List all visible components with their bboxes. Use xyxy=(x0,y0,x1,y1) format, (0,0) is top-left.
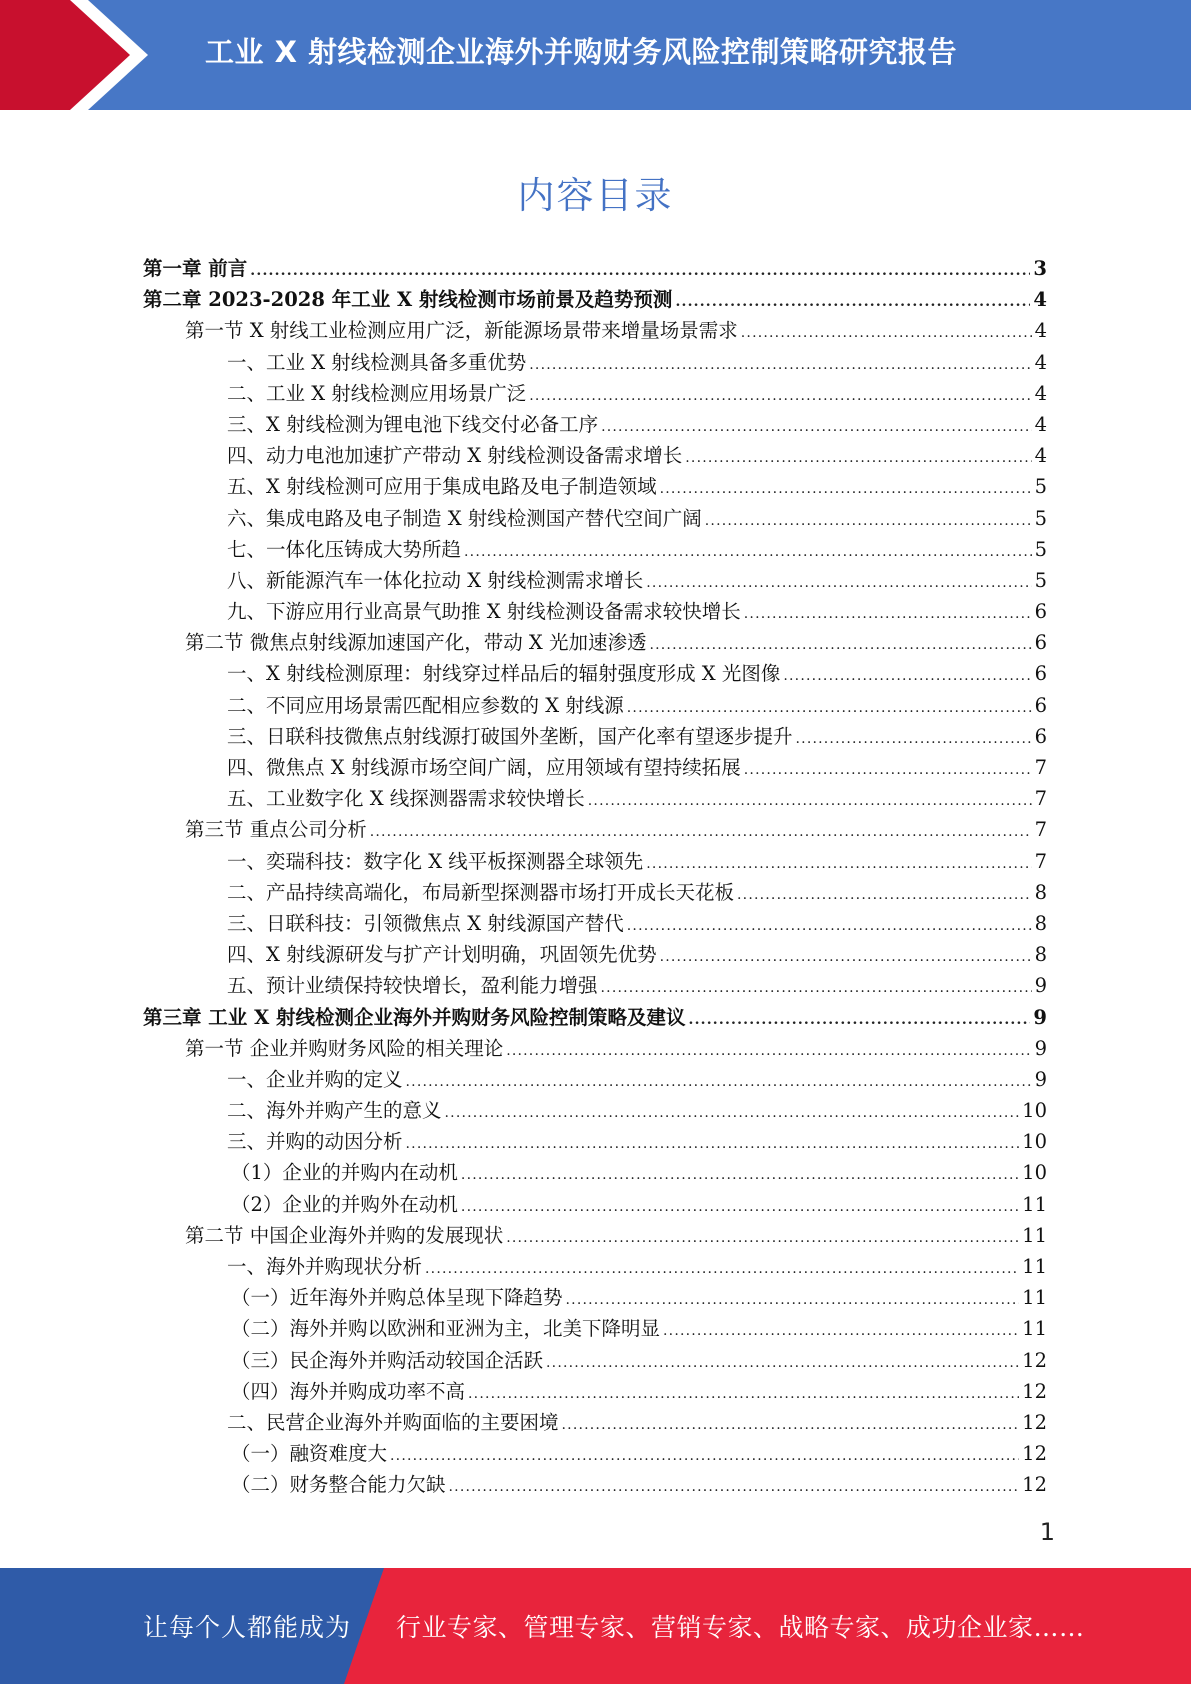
toc-entry[interactable] xyxy=(143,939,1047,970)
page-number: 1 xyxy=(1039,1518,1055,1546)
toc-entry[interactable] xyxy=(143,1407,1047,1438)
toc-leader-dots xyxy=(506,1036,1031,1067)
toc-entry-page: 6 xyxy=(1034,693,1047,717)
toc-entry-text: （1）企业的并购内在动机 xyxy=(231,1161,458,1185)
toc-entry-page: 4 xyxy=(1034,350,1047,374)
toc-leader-dots xyxy=(685,443,1031,474)
toc-entry-page: 11 xyxy=(1022,1255,1047,1278)
toc-leader-dots xyxy=(461,1160,1019,1191)
toc-entry[interactable] xyxy=(143,1002,1047,1033)
toc-entry-page: 4 xyxy=(1033,288,1047,312)
toc-entry[interactable] xyxy=(143,1438,1047,1469)
toc-entry-page: 11 xyxy=(1022,1223,1047,1247)
toc-entry[interactable] xyxy=(143,471,1047,502)
toc-leader-dots xyxy=(646,849,1031,880)
toc-entry[interactable] xyxy=(143,846,1047,877)
toc-entry[interactable] xyxy=(143,284,1047,315)
toc-entry[interactable] xyxy=(143,315,1047,346)
toc-entry-text: 二、不同应用场景需匹配相应参数的 X 射线源 xyxy=(227,693,624,717)
toc-entry-text: 第三章 工业 X 射线检测企业海外并购财务风险控制策略及建议 xyxy=(143,1005,686,1029)
toc-entry[interactable] xyxy=(143,908,1047,939)
toc-entry[interactable] xyxy=(143,1033,1047,1064)
toc-entry-page: 10 xyxy=(1022,1161,1047,1185)
toc-leader-dots xyxy=(663,1316,1019,1347)
toc-leader-dots xyxy=(529,350,1031,381)
toc-entry-page: 8 xyxy=(1034,943,1047,967)
toc-leader-dots xyxy=(370,817,1032,848)
toc-leader-dots xyxy=(566,1285,1020,1316)
toc-entry-text: 第三节 重点公司分析 xyxy=(185,818,367,842)
toc-entry-page: 9 xyxy=(1034,1036,1047,1060)
toc-entry-page: 11 xyxy=(1022,1317,1047,1341)
toc-entry[interactable] xyxy=(143,1095,1047,1126)
toc-entry-text: （二）财务整合能力欠缺 xyxy=(231,1473,446,1497)
toc-entry[interactable] xyxy=(143,970,1047,1001)
toc-leader-dots xyxy=(406,1067,1032,1098)
toc-entry-text: 九、下游应用行业高景气助推 X 射线检测设备需求较快增长 xyxy=(227,600,741,624)
toc-entry-page: 12 xyxy=(1022,1473,1047,1497)
toc-leader-dots xyxy=(588,786,1032,817)
toc-entry-text: 一、奕瑞科技：数字化 X 线平板探测器全球领先 xyxy=(227,849,644,873)
toc-entry[interactable] xyxy=(143,877,1047,908)
toc-entry[interactable] xyxy=(143,690,1047,721)
toc-entry-page: 6 xyxy=(1034,631,1047,655)
toc-entry-text: 六、集成电路及电子制造 X 射线检测国产替代空间广阔 xyxy=(227,506,702,530)
toc-leader-dots xyxy=(546,1348,1019,1379)
toc-leader-dots xyxy=(425,1254,1019,1285)
toc-entry-text: 一、工业 X 射线检测具备多重优势 xyxy=(227,350,527,374)
toc-entry[interactable] xyxy=(143,1157,1047,1188)
toc-entry[interactable] xyxy=(143,752,1047,783)
toc-entry-page: 7 xyxy=(1034,787,1047,811)
toc-entry-text: 三、X 射线检测为锂电池下线交付必备工序 xyxy=(227,412,599,436)
toc-entry-page: 7 xyxy=(1034,756,1047,779)
toc-entry-text: 三、日联科技：引领微焦点 X 射线源国产替代 xyxy=(227,911,624,935)
toc-entry-text: 一、企业并购的定义 xyxy=(227,1067,403,1091)
footer-band xyxy=(0,1568,1191,1684)
toc-entry-text: （一）近年海外并购总体呈现下降趋势 xyxy=(231,1286,563,1310)
toc-entry-page: 6 xyxy=(1034,662,1047,686)
toc-entry-page: 12 xyxy=(1022,1410,1047,1434)
toc-entry[interactable] xyxy=(143,1376,1047,1407)
toc-entry-text: 三、日联科技微焦点射线源打破国外垄断，国产化率有望逐步提升 xyxy=(227,724,793,748)
toc-entry-text: 三、并购的动因分析 xyxy=(227,1130,403,1154)
toc-leader-dots xyxy=(449,1472,1020,1503)
toc-leader-dots xyxy=(468,1379,1019,1410)
toc-leader-dots xyxy=(744,599,1032,630)
toc-entry-text: （2）企业的并购外在动机 xyxy=(231,1192,458,1216)
toc-entry-page: 4 xyxy=(1034,319,1047,343)
toc-entry-page: 6 xyxy=(1034,724,1047,748)
toc-entry-page: 5 xyxy=(1034,506,1047,530)
toc-entry[interactable] xyxy=(143,721,1047,752)
toc-entry-text: 五、预计业绩保持较快增长，盈利能力增强 xyxy=(227,974,598,998)
toc-entry-page: 7 xyxy=(1034,849,1047,873)
toc-entry-text: （二）海外并购以欧洲和亚洲为主，北美下降明显 xyxy=(231,1317,661,1341)
toc-leader-dots xyxy=(562,1410,1020,1441)
toc-entry-page: 5 xyxy=(1034,568,1047,592)
toc-heading: 内容目录 xyxy=(517,174,674,217)
table-of-contents xyxy=(143,253,1047,1501)
toc-entry[interactable] xyxy=(143,627,1047,658)
toc-leader-dots xyxy=(506,1223,1019,1254)
header-band xyxy=(0,0,1191,110)
toc-entry-text: 第一节 企业并购财务风险的相关理论 xyxy=(185,1036,504,1060)
toc-entry-page: 5 xyxy=(1034,537,1047,561)
toc-entry-page: 3 xyxy=(1033,257,1047,280)
toc-leader-dots xyxy=(445,1098,1020,1129)
toc-entry[interactable] xyxy=(143,814,1047,845)
toc-entry-page: 4 xyxy=(1034,381,1047,405)
toc-entry-text: 第二章 2023-2028 年工业 X 射线检测市场前景及趋势预测 xyxy=(143,288,673,312)
header-arrow-decoration xyxy=(0,0,160,110)
toc-entry-page: 12 xyxy=(1022,1348,1047,1372)
toc-entry-text: （一）融资难度大 xyxy=(231,1442,388,1466)
toc-entry-text: 四、动力电池加速扩产带动 X 射线检测设备需求增长 xyxy=(227,444,683,468)
toc-entry-page: 12 xyxy=(1022,1379,1047,1403)
toc-entry-page: 10 xyxy=(1022,1130,1047,1154)
toc-entry[interactable] xyxy=(143,1064,1047,1095)
toc-leader-dots xyxy=(689,1005,1031,1036)
toc-entry[interactable] xyxy=(143,1313,1047,1344)
toc-entry-text: 第一章 前言 xyxy=(143,257,248,280)
toc-entry-text: （三）民企海外并购活动较国企活跃 xyxy=(231,1348,544,1372)
toc-entry[interactable] xyxy=(143,534,1047,565)
toc-leader-dots xyxy=(675,287,1030,318)
toc-leader-dots xyxy=(660,474,1032,505)
toc-leader-dots xyxy=(464,537,1032,568)
toc-leader-dots xyxy=(601,412,1031,443)
toc-leader-dots xyxy=(660,942,1032,973)
toc-entry-text: 第二节 中国企业海外并购的发展现状 xyxy=(185,1223,504,1247)
toc-entry-text: 七、一体化压铸成大势所趋 xyxy=(227,537,462,561)
toc-entry-page: 9 xyxy=(1034,974,1047,998)
toc-entry-page: 4 xyxy=(1034,444,1047,468)
toc-entry[interactable] xyxy=(143,1220,1047,1251)
toc-entry-page: 6 xyxy=(1034,600,1047,624)
toc-entry-page: 10 xyxy=(1022,1099,1047,1123)
toc-leader-dots xyxy=(646,568,1031,599)
toc-entry-text: 四、微焦点 X 射线源市场空间广阔，应用领域有望持续拓展 xyxy=(227,756,741,779)
toc-entry[interactable] xyxy=(143,503,1047,534)
toc-entry[interactable] xyxy=(143,1282,1047,1313)
toc-entry-page: 8 xyxy=(1034,911,1047,935)
toc-leader-dots xyxy=(461,1192,1019,1223)
toc-entry-text: 第二节 微焦点射线源加速国产化，带动 X 光加速渗透 xyxy=(185,631,647,655)
toc-leader-dots xyxy=(796,724,1032,755)
toc-entry-text: 四、X 射线源研发与扩产计划明确，巩固领先优势 xyxy=(227,943,657,967)
toc-entry-text: （四）海外并购成功率不高 xyxy=(231,1379,466,1403)
toc-entry[interactable] xyxy=(143,1345,1047,1376)
toc-entry-page: 8 xyxy=(1034,880,1047,904)
toc-entry-page: 11 xyxy=(1022,1286,1047,1310)
toc-entry[interactable] xyxy=(143,658,1047,689)
toc-entry-page: 9 xyxy=(1033,1005,1047,1029)
toc-entry-page: 7 xyxy=(1034,818,1047,842)
toc-entry-text: 第一节 X 射线工业检测应用广泛，新能源场景带来增量场景需求 xyxy=(185,319,738,343)
toc-entry-page: 4 xyxy=(1034,412,1047,436)
toc-leader-dots xyxy=(406,1129,1020,1160)
toc-leader-dots xyxy=(783,661,1031,692)
toc-leader-dots xyxy=(529,381,1031,412)
toc-leader-dots xyxy=(250,256,1030,287)
toc-entry[interactable] xyxy=(143,378,1047,409)
toc-entry[interactable] xyxy=(143,440,1047,471)
toc-entry-page: 9 xyxy=(1034,1067,1047,1091)
toc-entry[interactable] xyxy=(143,409,1047,440)
toc-entry-text: 五、工业数字化 X 线探测器需求较快增长 xyxy=(227,787,585,811)
toc-entry-text: 一、X 射线检测原理：射线穿过样品后的辐射强度形成 X 光图像 xyxy=(227,662,781,686)
toc-entry-text: 二、工业 X 射线检测应用场景广泛 xyxy=(227,381,527,405)
footer-slogan-left: 让每个人都能成为 xyxy=(143,1613,352,1642)
toc-entry[interactable] xyxy=(143,1251,1047,1282)
toc-entry[interactable] xyxy=(143,596,1047,627)
toc-entry[interactable] xyxy=(143,347,1047,378)
toc-entry-text: 二、海外并购产生的意义 xyxy=(227,1099,442,1123)
toc-leader-dots xyxy=(390,1441,1019,1472)
toc-entry-text: 二、产品持续高端化，布局新型探测器市场打开成长天花板 xyxy=(227,880,735,904)
toc-entry-text: 五、X 射线检测可应用于集成电路及电子制造领域 xyxy=(227,475,657,499)
toc-entry-page: 11 xyxy=(1022,1192,1047,1216)
toc-entry[interactable] xyxy=(143,1126,1047,1157)
footer-slogan-right: 行业专家、管理专家、营销专家、战略专家、成功企业家…… xyxy=(396,1613,1085,1642)
toc-entry-text: 八、新能源汽车一体化拉动 X 射线检测需求增长 xyxy=(227,568,644,592)
toc-leader-dots xyxy=(737,880,1032,911)
toc-entry[interactable] xyxy=(143,783,1047,814)
toc-leader-dots xyxy=(601,973,1032,1004)
toc-entry[interactable] xyxy=(143,253,1047,284)
toc-entry-page: 5 xyxy=(1034,475,1047,499)
toc-leader-dots xyxy=(744,755,1032,786)
toc-entry[interactable] xyxy=(143,565,1047,596)
toc-entry-text: 二、民营企业海外并购面临的主要困境 xyxy=(227,1410,559,1434)
toc-leader-dots xyxy=(627,693,1032,724)
toc-entry-page: 12 xyxy=(1022,1442,1047,1466)
toc-leader-dots xyxy=(741,318,1032,349)
toc-leader-dots xyxy=(705,506,1032,537)
toc-entry-text: 一、海外并购现状分析 xyxy=(227,1255,423,1278)
report-title: 工业 X 射线检测企业海外并购财务风险控制策略研究报告 xyxy=(205,35,958,69)
toc-leader-dots xyxy=(649,630,1031,661)
toc-leader-dots xyxy=(627,911,1032,942)
toc-entry[interactable] xyxy=(143,1469,1047,1500)
toc-entry[interactable] xyxy=(143,1189,1047,1220)
